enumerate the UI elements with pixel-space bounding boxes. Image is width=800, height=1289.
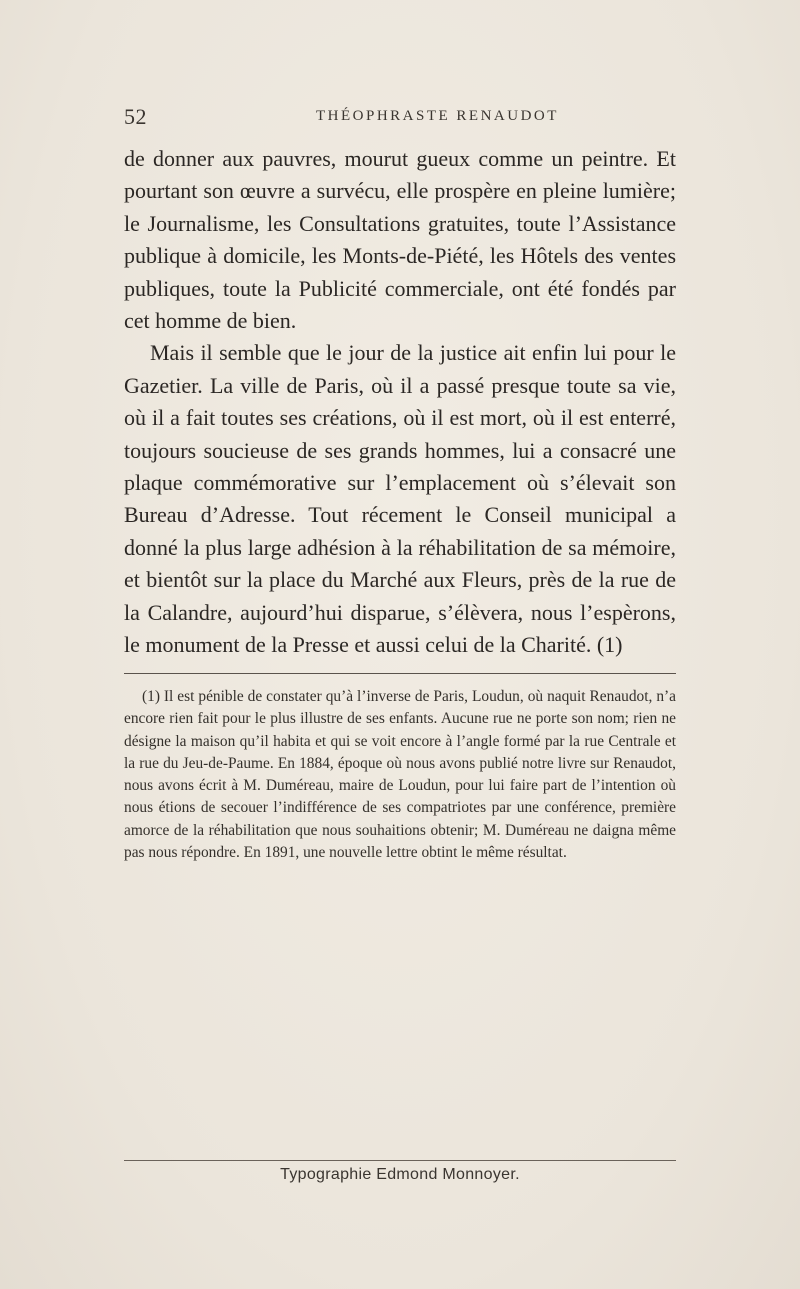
- footnote-divider: [124, 673, 676, 674]
- main-text: [124, 143, 676, 662]
- colophon: Typographie Edmond Monnoyer.: [280, 1166, 520, 1183]
- running-title: THÉOPHRASTE RENAUDOT: [316, 108, 559, 124]
- paragraph: Mais il semble que le jour de la justice ait enfin lui pour le Gazetier. La ville de Paris, où il a passé presque toute sa vie, où il a fait toutes ses créations, où il est mort, où il est enterré, toujours soucieuse de ses grands hommes, lui a consacré une plaque commémorative sur l’emplacement où s’élevait son Bureau d’Adresse. Tout récement le Conseil municipal a donné la plus large adhésion à la réhabilitation de sa mémoire, et bientôt sur la place du Marché aux Fleurs, près de la rue de la Calandre, aujourd’hui disparue, s’élèvera, nous l’espèrons, le monument de la Presse et aussi celui de la Charité. (1): [124, 340, 676, 658]
- page-header: [124, 104, 676, 134]
- colophon-divider: [124, 1160, 676, 1161]
- paragraph: de donner aux pauvres, mourut gueux comme un peintre. Et pourtant son œuvre a survécu, elle prospère en pleine lumière; le Journalisme, les Consultations gratuites, toute l’Assistance publique à domicile, les Monts-de-Piété, les Hôtels des ventes publiques, toute la Publicité commerciale, ont été fondés par cet homme de bien.: [124, 146, 676, 334]
- footnote-text: (1) Il est pénible de constater qu’à l’inverse de Paris, Loudun, où naquit Renaudot, n’a encore rien fait pour le plus illustre de ses enfants. Aucune rue ne porte son nom; rien ne désigne la maison qu’il habita et qui se voit encore à l’angle formé par la rue Centrale et la rue du Jeu-de-Paume. En 1884, époque où nous avons publié notre livre sur Renaudot, nous avons écrit à M. Duméreau, maire de Loudun, pour lui faire part de l’intention où nous étions de secouer l’indifférence de ses compatriotes par une conférence, première amorce de la réhabilitation que nous souhaitions obtenir; M. Duméreau ne daigna même pas nous répondre. En 1891, une nouvelle lettre obtint le même résultat.: [124, 688, 676, 862]
- footnote: [124, 686, 676, 864]
- page-number: 52: [124, 104, 147, 129]
